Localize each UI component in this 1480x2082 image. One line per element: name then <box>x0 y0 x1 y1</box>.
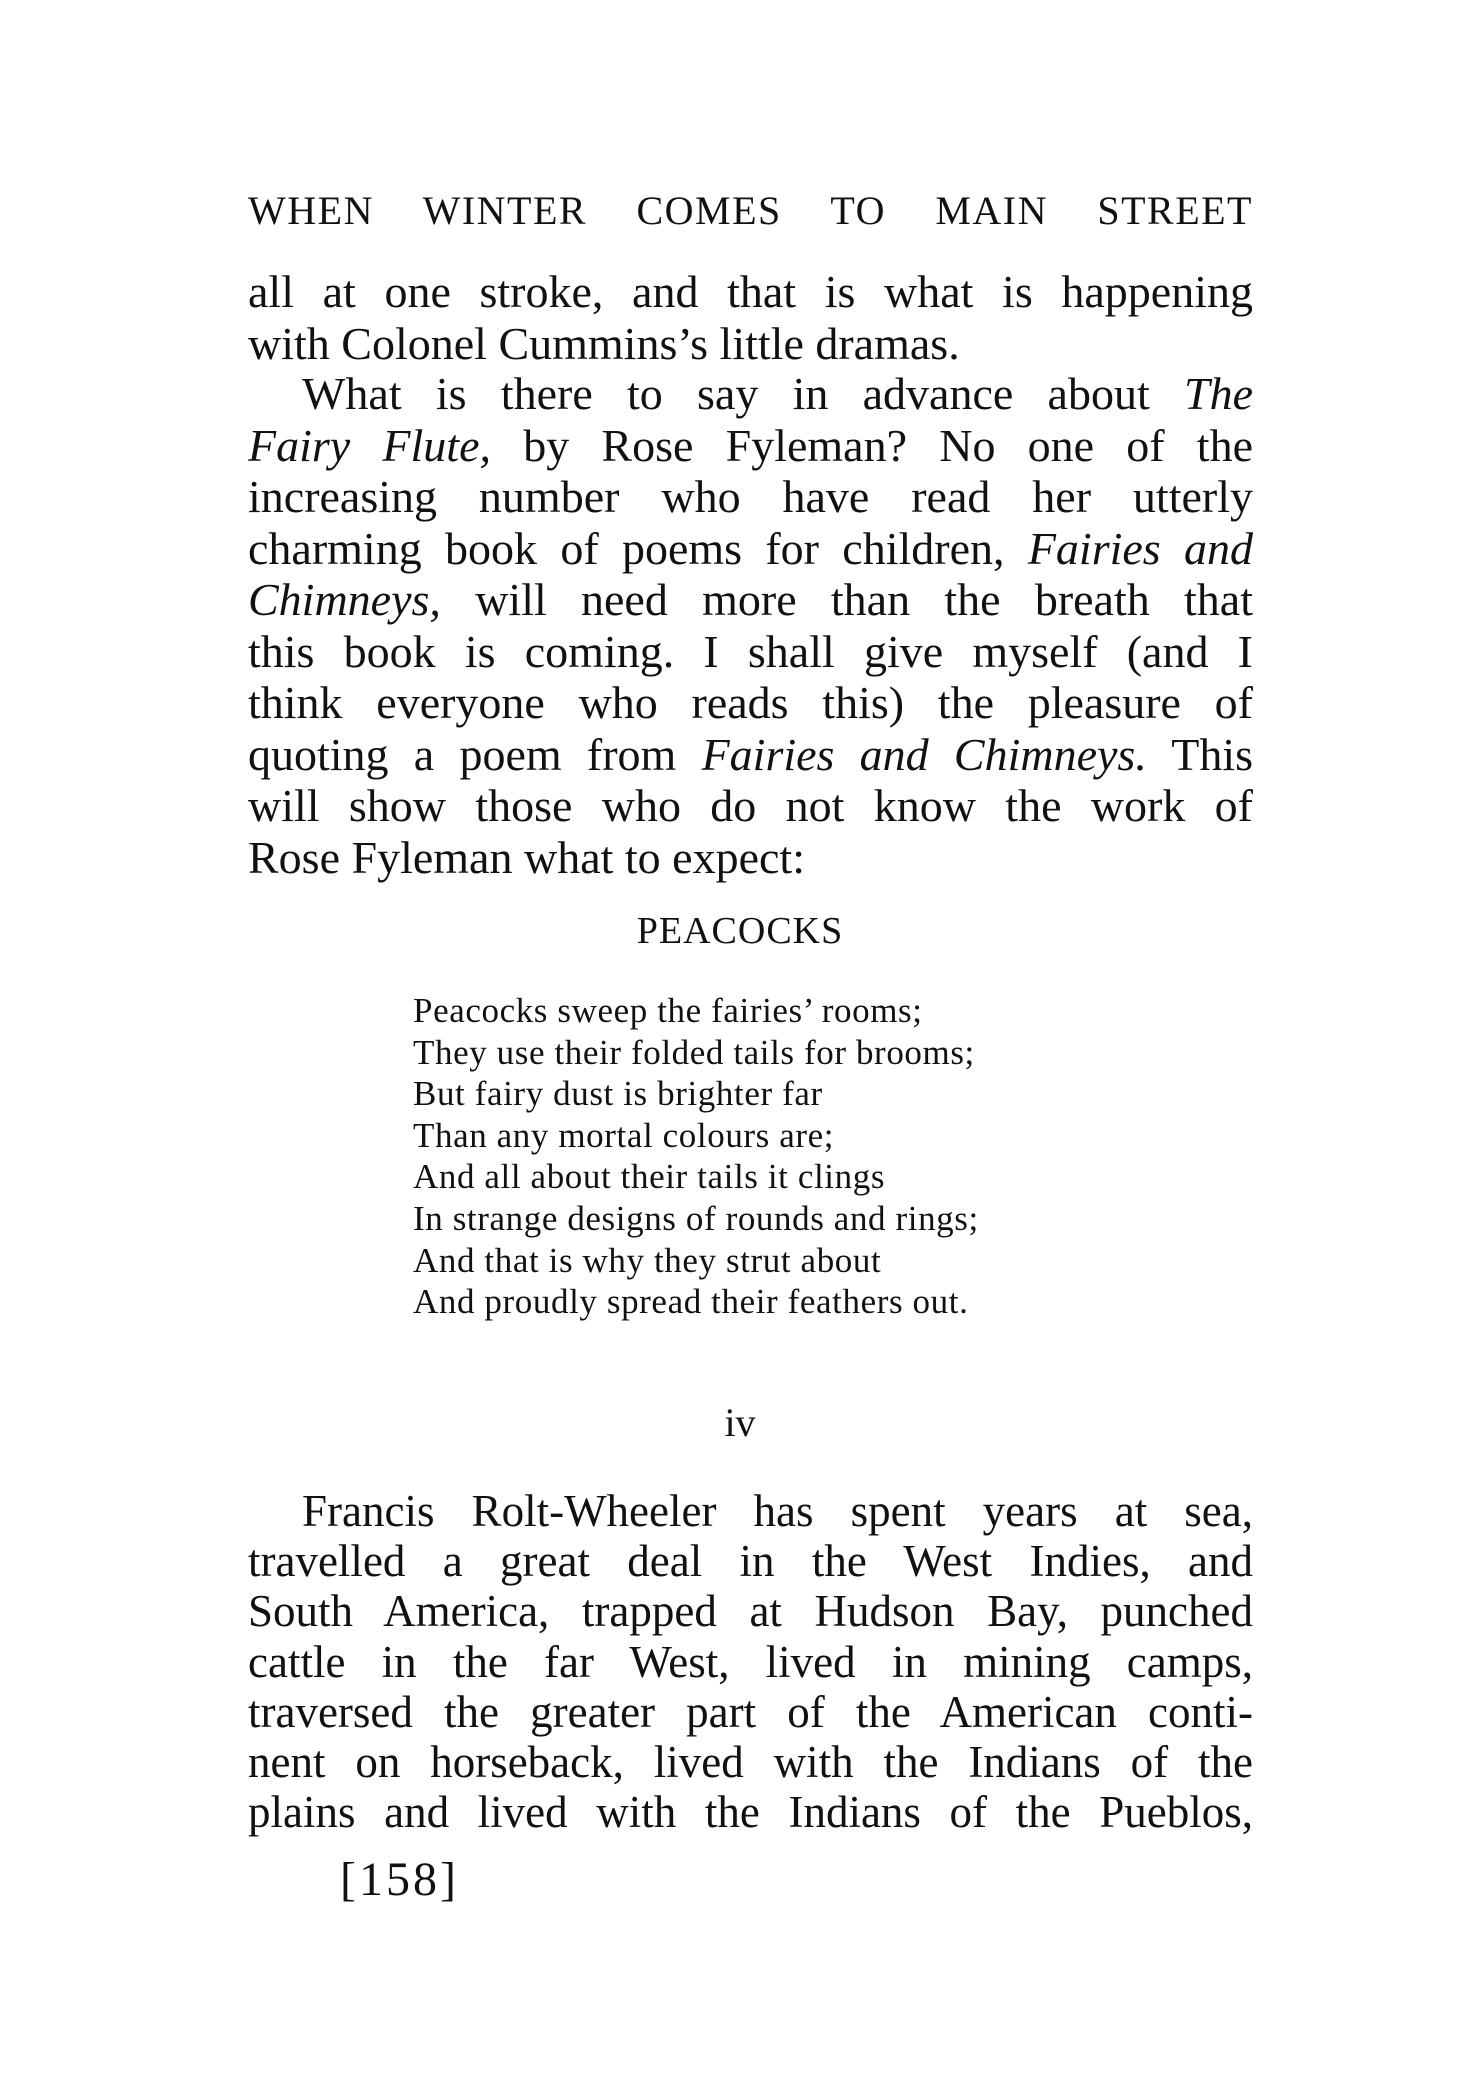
text-line: traversed the greater part of the American conti- <box>248 1686 1253 1737</box>
text-line: with Colonel Cummins’s little dramas. <box>248 317 960 369</box>
text-line: all at one stroke, and that is what is happening <box>248 266 1253 317</box>
poem-line: In strange designs of rounds and rings; <box>413 1198 979 1238</box>
text-line: cattle in the far West, lived in mining camps, <box>248 1636 1253 1687</box>
book-title-italic: Chimneys, <box>248 574 441 625</box>
poem-line: They use their folded tails for brooms; <box>413 1032 975 1072</box>
text-line: Rose Fyleman what to expect: <box>248 831 805 883</box>
book-title-italic: Fairies and <box>1027 522 1253 574</box>
text-line <box>248 523 1253 575</box>
poem-title: PEACOCKS <box>636 910 844 952</box>
poem-line: Peacocks sweep the fairies’ rooms; <box>413 991 923 1030</box>
text-line <box>248 574 1253 626</box>
text-line: will show those who do not know the work of <box>248 780 1253 831</box>
text-line: this book is coming. I shall give myself (and I <box>248 625 1253 677</box>
paragraph-continuation <box>248 266 1253 369</box>
text-span: This <box>1171 728 1253 780</box>
text-line: think everyone who reads this) the pleasure of <box>248 677 1253 728</box>
text-line <box>248 420 1253 472</box>
section-number: iv <box>724 1400 756 1445</box>
book-title-italic: The <box>1184 368 1253 419</box>
text-span: by Rose Fyleman? No one of the <box>523 419 1253 471</box>
text-line: Francis Rolt-Wheeler has spent years at sea, <box>302 1486 1253 1536</box>
running-head: WHEN WINTER COMES TO MAIN STREET <box>248 188 1253 233</box>
text-line: travelled a great deal in the West Indies, and <box>248 1536 1253 1587</box>
poem-line: And that is why they strut about <box>413 1240 882 1280</box>
book-title-italic: Fairies and Chimneys. <box>701 728 1147 780</box>
text-span: will need more than the breath that <box>475 574 1253 625</box>
poem-line: Than any mortal colours are; <box>413 1115 835 1155</box>
text-line: nent on horseback, lived with the Indians of the <box>248 1736 1253 1787</box>
text-span: charming book of poems for children, <box>248 522 1005 574</box>
poem-line: But fairy dust is brighter far <box>413 1074 823 1114</box>
page-number: [158] <box>340 1853 459 1906</box>
text-span: What is there to say in advance about <box>302 368 1150 419</box>
poem-line: And proudly spread their feathers out. <box>413 1282 969 1322</box>
paragraph-fairy-flute <box>248 368 1253 883</box>
text-span: quoting a poem from <box>248 728 677 780</box>
text-line <box>248 368 1253 420</box>
text-line: South America, trapped at Hudson Bay, punched <box>248 1586 1253 1637</box>
paragraph-rolt-wheeler <box>248 1486 1253 1837</box>
book-title-italic: Fairy Flute, <box>248 419 491 471</box>
poem-line: And all about their tails it clings <box>413 1157 886 1197</box>
poem-body <box>413 990 1133 1323</box>
text-line <box>248 729 1253 781</box>
text-line: increasing number who have read her utterly <box>248 471 1253 522</box>
text-line: plains and lived with the Indians of the Pueblos, <box>248 1787 1253 1838</box>
